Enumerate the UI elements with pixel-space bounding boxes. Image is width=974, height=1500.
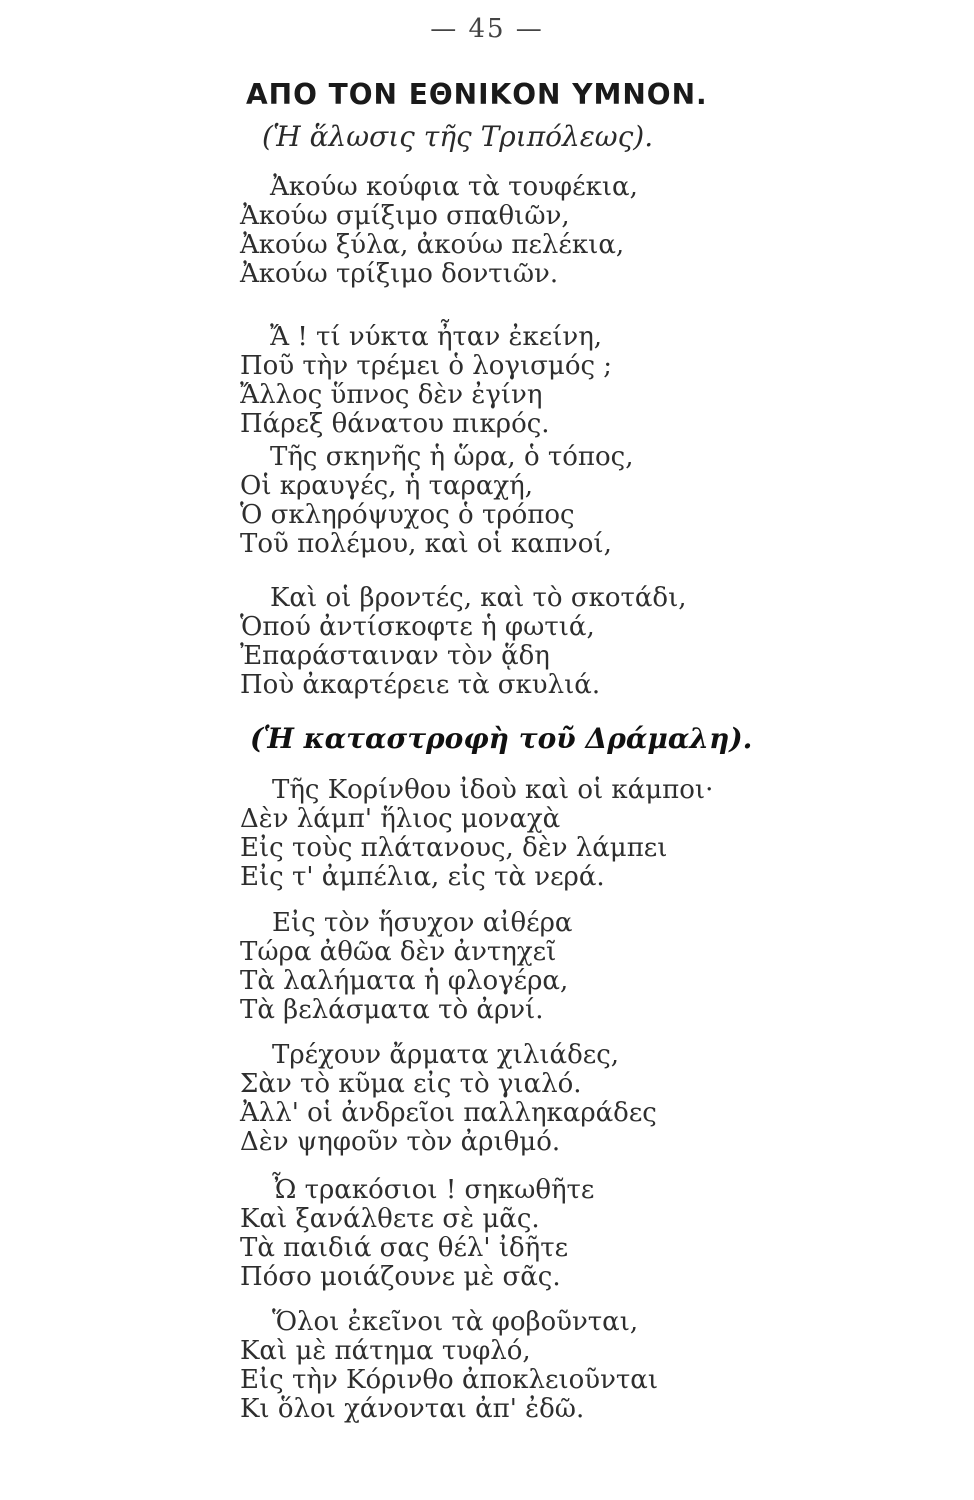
verse-line: Σὰν τὸ κῦμα εἰς τὸ γιαλό.	[240, 1069, 582, 1099]
verse-line: Καὶ ξανάλθετε σὲ μᾶς.	[240, 1204, 540, 1234]
verse-line: Κι ὅλοι χάνονται ἀπ' ἐδῶ.	[240, 1394, 585, 1424]
verse-line: Ἀκούω τρίξιμο δοντιῶν.	[240, 259, 559, 289]
verse-line: Ἄ ! τί νύκτα ἦταν ἐκείνη,	[270, 322, 603, 352]
verse-line: Τῆς Κορίνθου ἰδοὺ καὶ οἱ κάμποι·	[272, 775, 714, 805]
verse-line: Ἐπαράσταιναν τὸν ᾅδη	[240, 641, 550, 671]
verse-line: Δὲν λάμπ' ἥλιος μοναχὰ	[240, 804, 561, 834]
verse-line: Τὰ βελάσματα τὸ ἀρνί.	[240, 995, 544, 1025]
verse-line: Ἄλλος ὕπνος δὲν ἐγίνη	[240, 380, 543, 410]
verse-line: Τὰ παιδιά σας θέλ' ἰδῆτε	[240, 1233, 569, 1263]
verse-line: Πάρεξ θάνατου πικρός.	[240, 409, 550, 439]
verse-line: Ἀκούω κούφια τὰ τουφέκια,	[270, 172, 638, 202]
poem-title: ΑΠΟ ΤΟΝ ΕΘΝΙΚΟΝ ΥΜΝΟΝ.	[246, 78, 708, 111]
verse-line: Ὅλοι ἐκεῖνοι τὰ φοβοῦνται,	[272, 1307, 639, 1337]
verse-line: Τὰ λαλήματα ἡ φλογέρα,	[240, 966, 569, 996]
verse-line: Εἰς τοὺς πλάτανους, δὲν λάμπει	[240, 833, 668, 863]
verse-line: Ἀκούω σμίξιμο σπαθιῶν,	[240, 201, 570, 231]
verse-line: Εἰς τὴν Κόρινθο ἀποκλειοῦνται	[240, 1365, 659, 1395]
verse-line: Ἀκούω ξύλα, ἀκούω πελέκια,	[240, 230, 625, 260]
verse-line: Δὲν ψηφοῦν τὸν ἀριθμό.	[240, 1127, 561, 1157]
verse-line: Καὶ μὲ πάτημα τυφλό,	[240, 1336, 531, 1366]
verse-line: Ποὺ ἀκαρτέρειε τὰ σκυλιά.	[240, 670, 601, 700]
verse-line: Εἰς τὸν ἥσυχον αἰθέρα	[272, 908, 573, 938]
section-heading-dramali: (Ἡ καταστροφὴ τοῦ Δράμαλη).	[250, 722, 753, 755]
verse-line: Τρέχουν ἄρματα χιλιάδες,	[272, 1040, 620, 1070]
section-heading-tripolis: (Ἡ ἅλωσις τῆς Τριπόλεως).	[262, 120, 654, 153]
verse-line: Εἰς τ' ἀμπέλια, εἰς τὰ νερά.	[240, 862, 605, 892]
page-number: — 45 —	[430, 14, 544, 44]
verse-line: Ὦ τρακόσιοι ! σηκωθῆτε	[272, 1175, 595, 1205]
verse-line: Ὁ σκληρόψυχος ὁ τρόπος	[240, 500, 575, 530]
verse-line: Οἱ κραυγές, ἡ ταραχή,	[240, 471, 533, 501]
verse-line: Πόσο μοιάζουνε μὲ σᾶς.	[240, 1262, 561, 1292]
verse-line: Τώρα ἀθῶα δὲν ἀντηχεῖ	[240, 937, 557, 967]
verse-line: Ὁπού ἀντίσκοφτε ἡ φωτιά,	[240, 612, 595, 642]
verse-line: Καὶ οἱ βροντές, καὶ τὸ σκοτάδι,	[270, 583, 687, 613]
verse-line: Ποῦ τὴν τρέμει ὁ λογισμός ;	[240, 351, 613, 381]
verse-line: Τοῦ πολέμου, καὶ οἱ καπνοί,	[240, 529, 612, 559]
verse-line: Τῆς σκηνῆς ἡ ὥρα, ὁ τόπος,	[270, 442, 634, 472]
verse-line: Ἀλλ' οἱ ἀνδρεῖοι παλληκαράδες	[240, 1098, 657, 1128]
